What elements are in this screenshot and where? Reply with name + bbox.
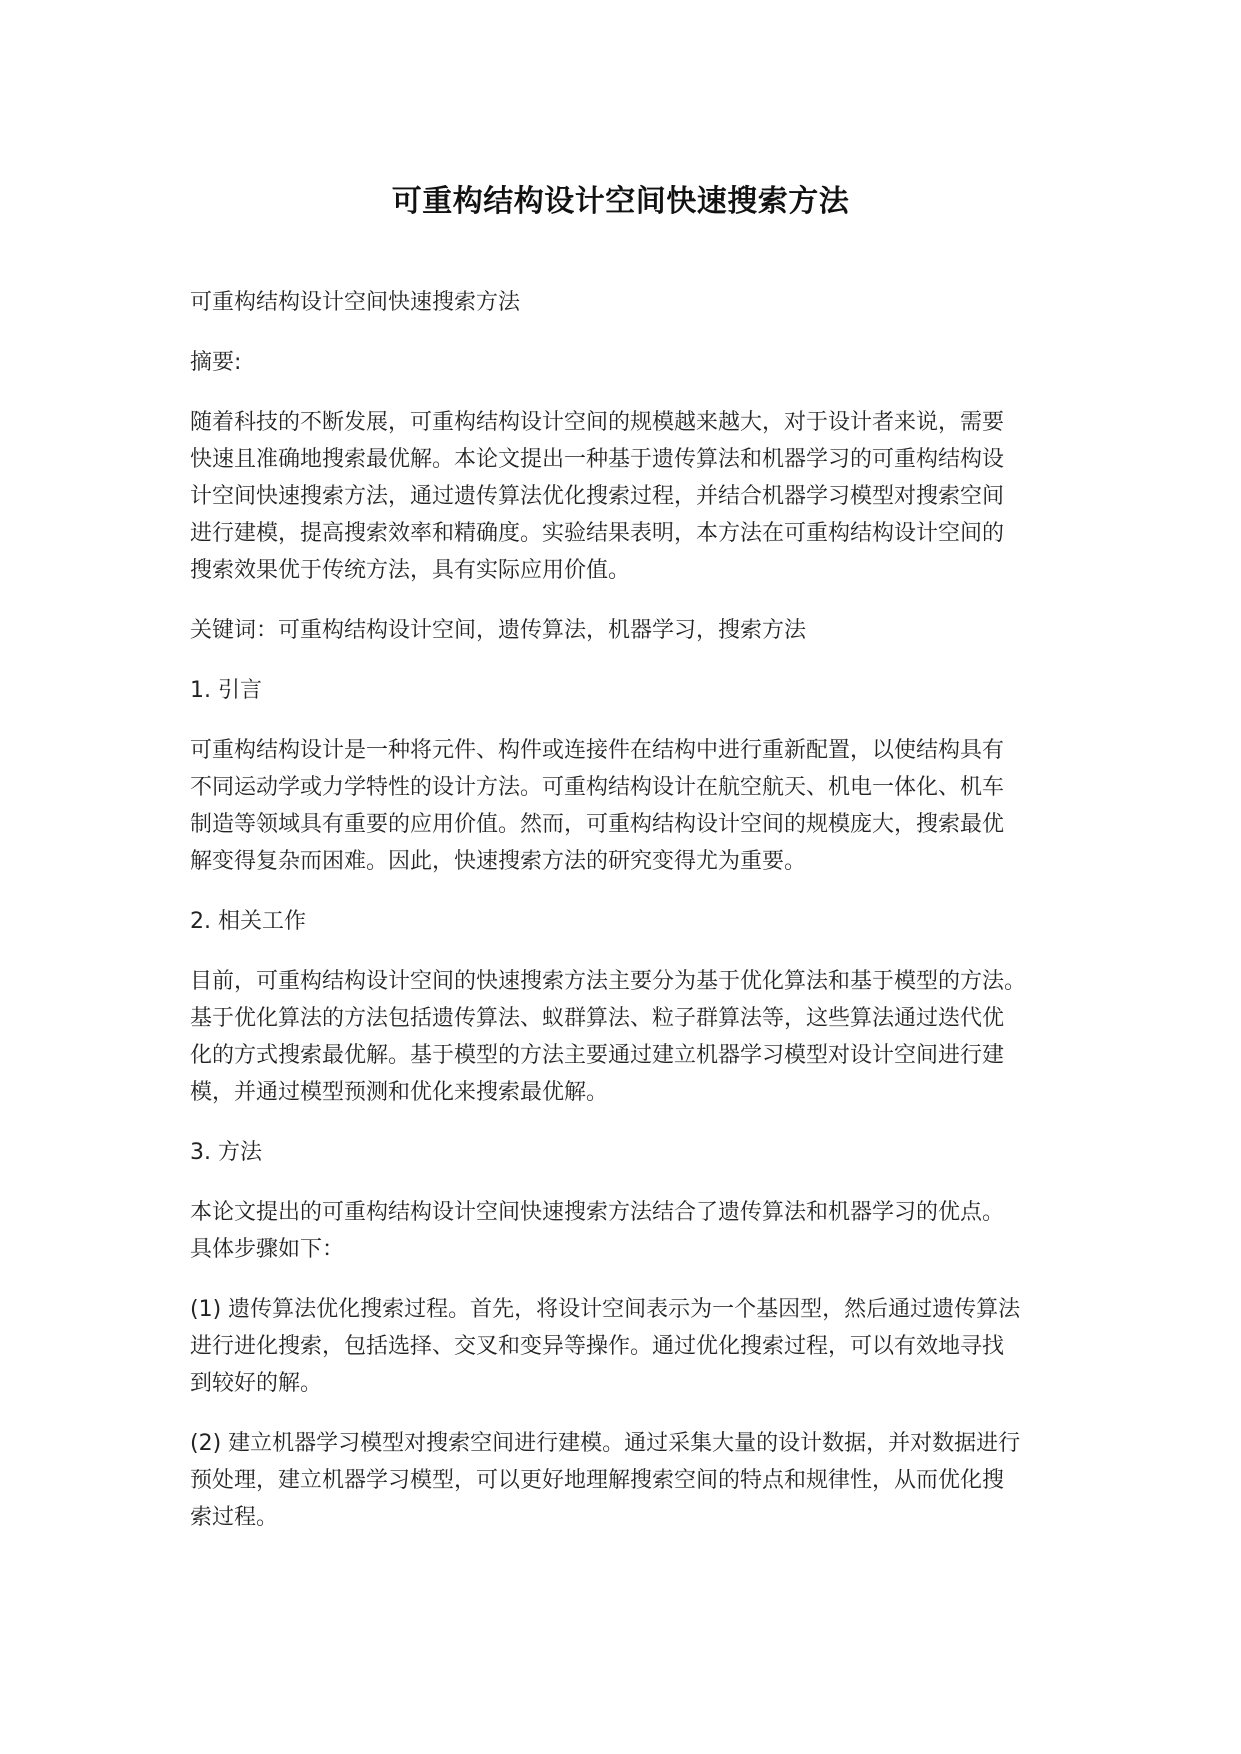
document-title: 可重构结构设计空间快速搜索方法 xyxy=(391,184,850,219)
abstract-line: 搜索效果优于传统方法，具有实际应用价值。 xyxy=(190,558,631,583)
section-1-line: 可重构结构设计是一种将元件、构件或连接件在结构中进行重新配置，以使结构具有 xyxy=(190,738,1005,763)
step-1-paragraph xyxy=(190,1291,1070,1402)
section-3-heading: 3. 方法 xyxy=(190,1140,262,1165)
section-3-intro-line: 具体步骤如下： xyxy=(190,1237,345,1262)
section-1-line: 制造等领域具有重要的应用价值。然而，可重构结构设计空间的规模庞大，搜索最优 xyxy=(190,812,1005,837)
step-1-line: 到较好的解。 xyxy=(190,1371,323,1396)
section-2-paragraph xyxy=(190,963,1070,1111)
document-body xyxy=(190,284,1070,1559)
section-2-line: 模，并通过模型预测和优化来搜索最优解。 xyxy=(190,1080,609,1105)
step-2-line: 索过程。 xyxy=(190,1505,279,1530)
section-2-heading: 2. 相关工作 xyxy=(190,909,306,934)
section-1-paragraph xyxy=(190,732,1070,880)
step-1-line: (1) 遗传算法优化搜索过程。首先，将设计空间表示为一个基因型，然后通过遗传算法 xyxy=(190,1297,1021,1322)
section-3-intro-line: 本论文提出的可重构结构设计空间快速搜索方法结合了遗传算法和机器学习的优点。 xyxy=(190,1200,1005,1225)
step-2-line: (2) 建立机器学习模型对搜索空间进行建模。通过采集大量的设计数据，并对数据进行 xyxy=(190,1431,1021,1456)
section-3-intro xyxy=(190,1194,1070,1268)
abstract-label: 摘要: xyxy=(190,350,242,375)
section-1-heading: 1. 引言 xyxy=(190,678,262,703)
step-2-paragraph xyxy=(190,1425,1070,1536)
section-2-line: 化的方式搜索最优解。基于模型的方法主要通过建立机器学习模型对设计空间进行建 xyxy=(190,1043,1005,1068)
abstract-line: 随着科技的不断发展，可重构结构设计空间的规模越来越大，对于设计者来说，需要 xyxy=(190,410,1005,435)
abstract-line: 计空间快速搜索方法，通过遗传算法优化搜索过程，并结合机器学习模型对搜索空间 xyxy=(190,484,1005,509)
abstract-paragraph xyxy=(190,404,1070,589)
step-1-line: 进行进化搜索，包括选择、交叉和变异等操作。通过优化搜索过程，可以有效地寻找 xyxy=(190,1334,1005,1359)
document-subtitle: 可重构结构设计空间快速搜索方法 xyxy=(190,290,521,315)
section-1-line: 解变得复杂而困难。因此，快速搜索方法的研究变得尤为重要。 xyxy=(190,849,807,874)
abstract-line: 快速且准确地搜索最优解。本论文提出一种基于遗传算法和机器学习的可重构结构设 xyxy=(190,447,1005,472)
step-2-line: 预处理，建立机器学习模型，可以更好地理解搜索空间的特点和规律性，从而优化搜 xyxy=(190,1468,1005,1493)
keywords: 关键词：可重构结构设计空间，遗传算法，机器学习，搜索方法 xyxy=(190,618,807,643)
abstract-line: 进行建模，提高搜索效率和精确度。实验结果表明，本方法在可重构结构设计空间的 xyxy=(190,521,1005,546)
section-2-line: 基于优化算法的方法包括遗传算法、蚁群算法、粒子群算法等，这些算法通过迭代优 xyxy=(190,1006,1005,1031)
section-2-line: 目前，可重构结构设计空间的快速搜索方法主要分为基于优化算法和基于模型的方法。 xyxy=(190,969,1027,994)
section-1-line: 不同运动学或力学特性的设计方法。可重构结构设计在航空航天、机电一体化、机车 xyxy=(190,775,1005,800)
